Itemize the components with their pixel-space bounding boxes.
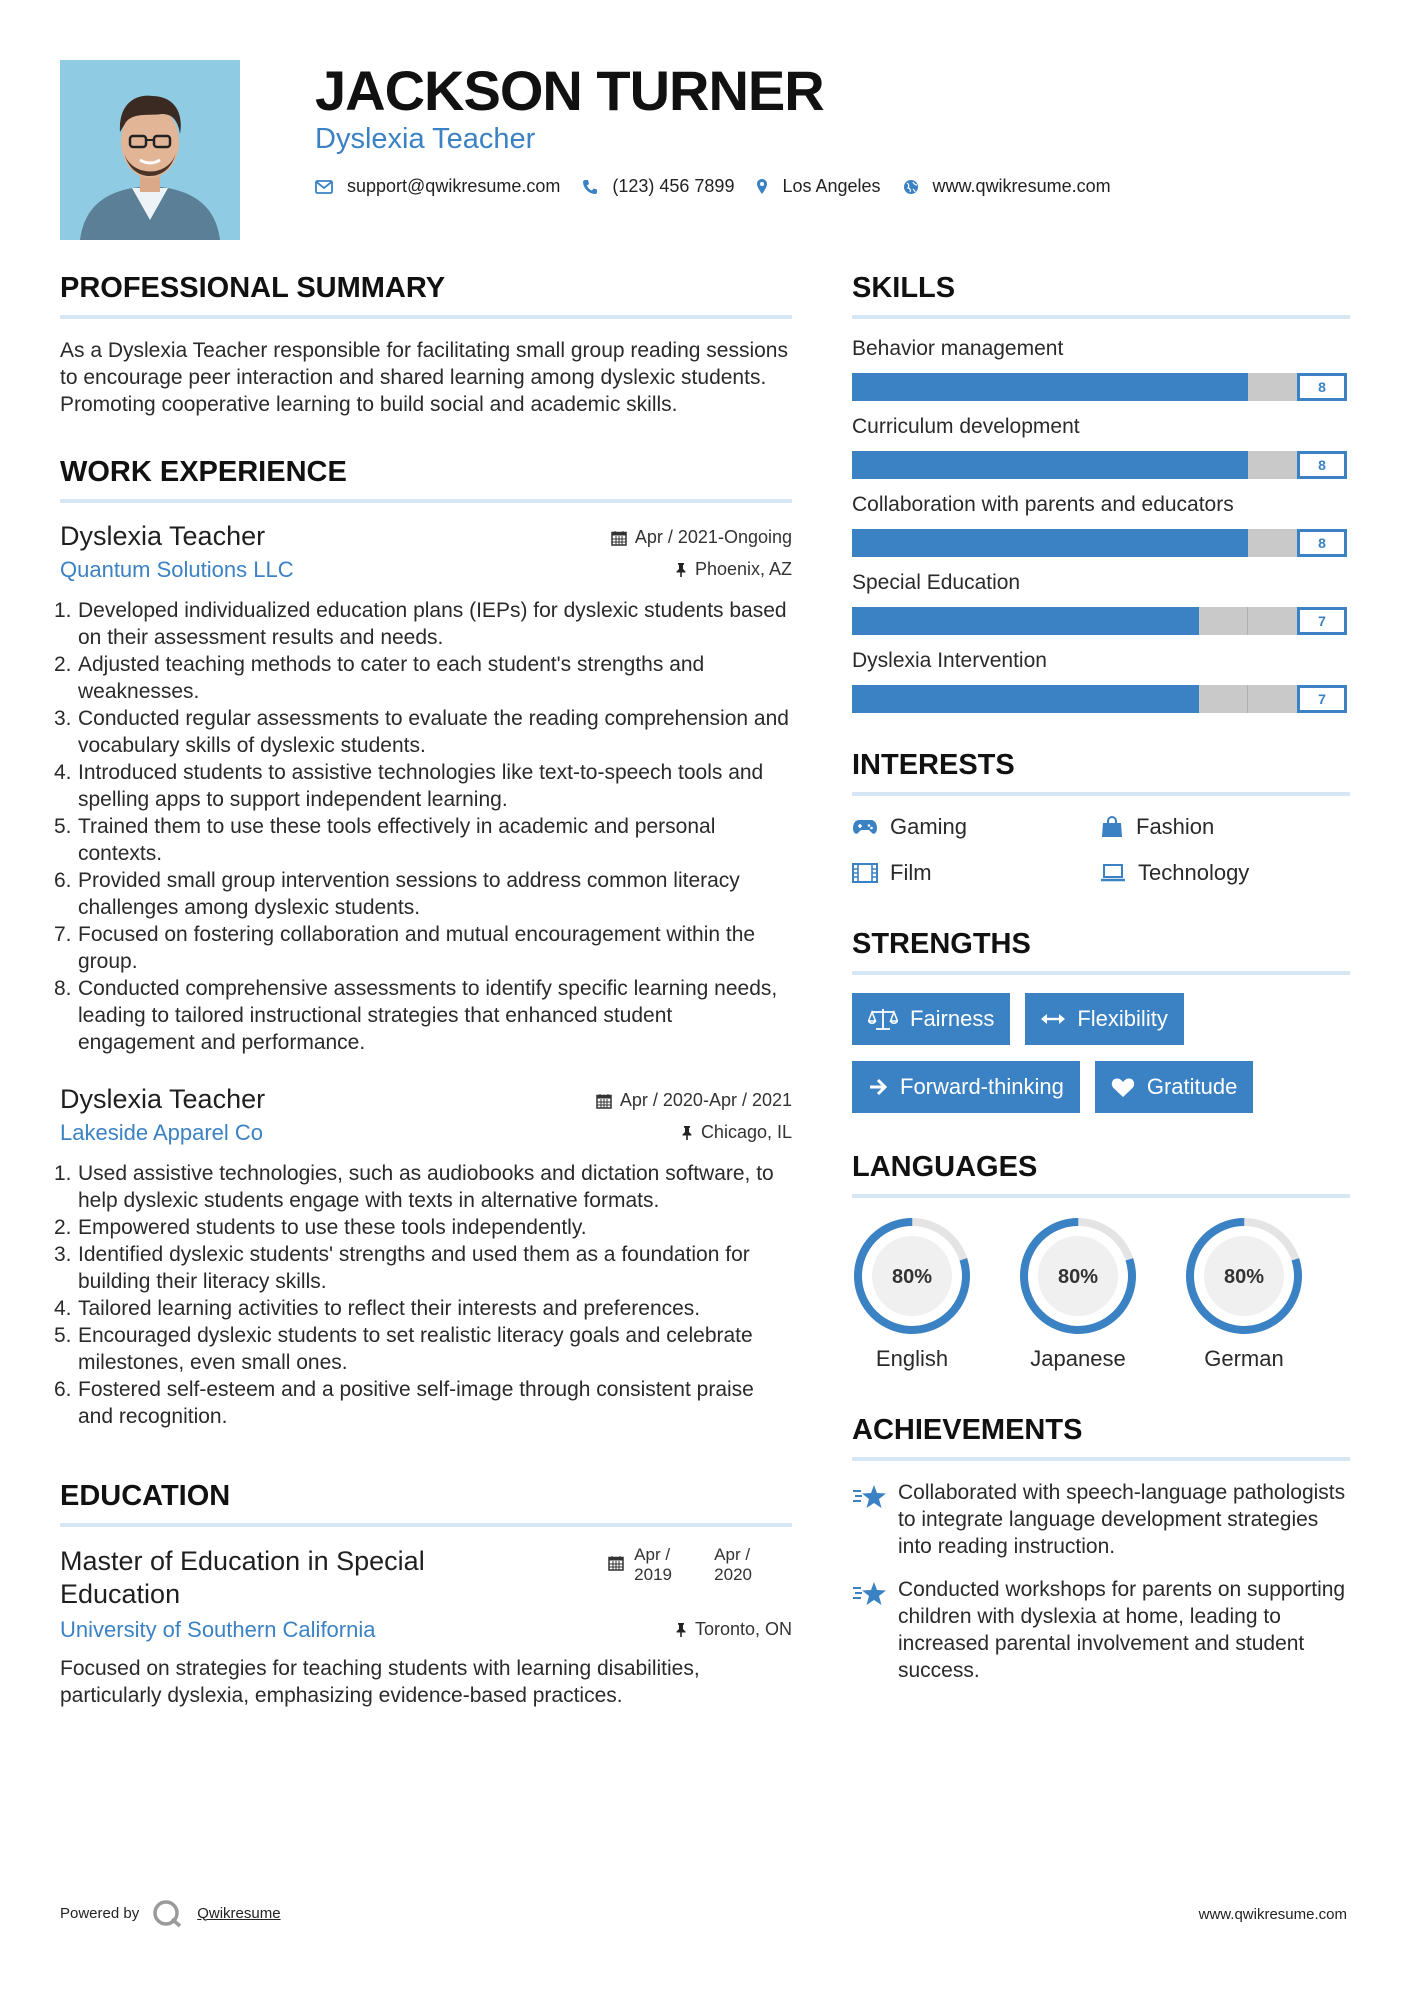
skill-level-badge: 8 (1297, 373, 1347, 401)
skill-bar-segment (1248, 607, 1298, 635)
job-company: Quantum Solutions LLC (60, 557, 294, 582)
list-item: 5. Encouraged dyslexic students to set realistic literacy goals and celebrate milestones, even small ones. (54, 1324, 753, 1374)
list-item: 2. Adjusted teaching methods to cater to each student's strengths and weaknesses. (54, 653, 705, 703)
job-bullets (54, 597, 792, 1056)
interest-label: Fashion (1136, 814, 1215, 839)
interests-heading: INTERESTS (852, 749, 1350, 796)
left-column (54, 272, 792, 1709)
experience-heading: WORK EXPERIENCE (60, 456, 792, 503)
language-item (1184, 1216, 1350, 1372)
skill-bar (852, 607, 1347, 635)
powered-by-text: Powered by (60, 1904, 140, 1922)
skill-name: Special Education (852, 571, 1021, 594)
skill-level-badge: 8 (1297, 451, 1347, 479)
strengths-heading: STRENGTHS (852, 928, 1350, 975)
skill-bar-fill (852, 373, 1248, 401)
contact-location-text: Los Angeles (782, 176, 881, 196)
list-item: 8. Conducted comprehensive assessments to identify specific learning needs, leading to tailored instructional strategies that enhanced student engagement and performance. (54, 977, 778, 1054)
calendar-icon (608, 1555, 624, 1571)
skill-item (852, 493, 1350, 557)
list-item: 6. Provided small group intervention sessions to address common literacy challenges among dyslexic students. (54, 869, 740, 919)
language-ring (1184, 1216, 1304, 1336)
skill-bar (852, 373, 1347, 401)
skill-name: Curriculum development (852, 415, 1080, 438)
calendar-icon (596, 1093, 612, 1109)
skill-level-badge: 7 (1297, 607, 1347, 635)
candidate-title: Dyslexia Teacher (315, 123, 536, 155)
list-item: 2. Empowered students to use these tools independently. (54, 1216, 587, 1239)
skill-bar-segment (1248, 685, 1298, 713)
skill-bar-segment (1199, 607, 1249, 635)
skill-bar-fill (852, 607, 1199, 635)
list-item: 1. Used assistive technologies, such as audiobooks and dictation software, to help dyslexic students engage with texts in alternative formats. (54, 1162, 774, 1212)
achievement-item (852, 1479, 1350, 1560)
qwikresume-link[interactable]: Qwikresume (197, 1904, 281, 1922)
thumbtack-icon (675, 1622, 687, 1638)
right-column (852, 272, 1350, 1700)
skill-bar-fill (852, 451, 1248, 479)
education-school: University of Southern California (60, 1617, 376, 1642)
skill-bar-segment (1248, 373, 1298, 401)
education-entry (60, 1545, 792, 1709)
language-item (1018, 1216, 1184, 1372)
map-pin-icon (756, 178, 768, 195)
language-name: English (875, 1346, 949, 1371)
education-heading: EDUCATION (60, 1480, 792, 1527)
interests-grid (852, 814, 1350, 886)
interest-label: Gaming (890, 814, 968, 839)
skill-name: Dyslexia Intervention (852, 649, 1047, 672)
contact-email[interactable] (315, 176, 560, 197)
language-name: German (1204, 1346, 1284, 1371)
contact-location (756, 176, 880, 197)
achievements-list (852, 1479, 1350, 1684)
strength-label: Fairness (910, 1006, 995, 1031)
skill-item (852, 649, 1350, 713)
job-dates-text: Apr / 2020-Apr / 2021 (619, 1090, 792, 1110)
skill-bar-segment (1248, 529, 1298, 557)
interest-label: Film (890, 860, 932, 885)
skill-bar (852, 685, 1347, 713)
contact-phone[interactable] (582, 176, 734, 197)
shooting-star-icon (852, 1483, 888, 1511)
envelope-icon (315, 180, 333, 194)
contact-website[interactable] (903, 176, 1111, 197)
interest-item (1100, 814, 1348, 840)
strength-label: Flexibility (1077, 1006, 1168, 1031)
strength-tag (1025, 993, 1183, 1045)
skill-bar-fill (852, 529, 1248, 557)
arrow-right-icon (868, 1077, 888, 1097)
job-entry-1 (54, 521, 792, 1056)
list-item: 3. Conducted regular assessments to evaluate the reading comprehension and vocabulary skills of dyslexic students. (54, 707, 789, 757)
strength-tag (1095, 1061, 1254, 1113)
candidate-name: JACKSON TURNER (315, 59, 824, 122)
summary-text: As a Dyslexia Teacher responsible for facilitating small group reading sessions to encourage peer interaction and shared learning among dyslexic students. Promoting cooperative learning to build social and academic skills. (60, 339, 788, 416)
film-icon (852, 863, 878, 883)
list-item: 4. Introduced students to assistive technologies like text-to-speech tools and spelling apps to support independent learning. (54, 761, 764, 811)
skill-bar (852, 451, 1347, 479)
skills-heading: SKILLS (852, 272, 1350, 319)
language-item (852, 1216, 1018, 1372)
job-role: Dyslexia Teacher (60, 521, 266, 551)
job-location-text: Chicago, IL (700, 1122, 792, 1142)
skill-name: Collaboration with parents and educators (852, 493, 1234, 516)
skill-item (852, 415, 1350, 479)
interest-item (852, 814, 1100, 840)
language-percent-label: 80% (1223, 1266, 1265, 1288)
job-location-text: Phoenix, AZ (694, 559, 792, 579)
thumbtack-icon (675, 562, 687, 578)
summary-heading: PROFESSIONAL SUMMARY (60, 272, 792, 319)
balance-scale-icon (868, 1007, 898, 1031)
list-item: 7. Focused on fostering collaboration and mutual encouragement within the group. (54, 923, 756, 973)
job-bullets (54, 1160, 792, 1430)
skill-level-badge: 8 (1297, 529, 1347, 557)
laptop-icon (1100, 864, 1126, 882)
education-degree: Master of Education in Special Education (60, 1546, 425, 1609)
contact-phone-text: (123) 456 7899 (612, 176, 735, 196)
skill-name: Behavior management (852, 337, 1064, 360)
contact-email-text: support@qwikresume.com (347, 176, 561, 196)
list-item: 1. Developed individualized education plans (IEPs) for dyslexic students based on their assessment results and needs. (54, 599, 787, 649)
language-percent-label: 80% (891, 1266, 933, 1288)
strength-label: Forward-thinking (900, 1074, 1064, 1099)
interest-label: Technology (1138, 860, 1250, 885)
list-item: 6. Fostered self-esteem and a positive self-image through consistent praise and recognition. (54, 1378, 754, 1428)
thumbtack-icon (681, 1125, 693, 1141)
strength-tag (852, 1061, 1080, 1113)
calendar-icon (611, 530, 627, 546)
globe-icon (903, 179, 919, 195)
achievements-heading: ACHIEVEMENTS (852, 1414, 1350, 1461)
skill-bar-segment (1248, 451, 1298, 479)
skill-bar (852, 529, 1347, 557)
footer-powered-by (60, 1898, 281, 1928)
job-role: Dyslexia Teacher (60, 1084, 266, 1114)
job-company: Lakeside Apparel Co (60, 1120, 264, 1145)
achievement-item (852, 1576, 1350, 1684)
education-location (675, 1619, 792, 1640)
skills-list (852, 337, 1350, 713)
shooting-star-icon (852, 1580, 888, 1608)
heart-icon (1111, 1077, 1135, 1098)
strength-label: Gratitude (1146, 1074, 1238, 1099)
languages-heading: LANGUAGES (852, 1151, 1350, 1198)
arrows-horizontal-icon (1041, 1012, 1065, 1026)
languages-list (852, 1216, 1350, 1372)
language-percent-label: 80% (1057, 1266, 1099, 1288)
job-dates-text: Apr / 2021-Ongoing (634, 527, 792, 547)
achievement-text: Collaborated with speech-language pathologists to integrate language development strategies into reading instruction. (898, 1481, 1346, 1558)
interest-item (852, 860, 1100, 886)
shopping-bag-icon (1100, 816, 1124, 838)
profile-photo (60, 60, 240, 240)
achievement-text: Conducted workshops for parents on supporting children with dyslexia at home, leading to increased parental involvement and student success. (898, 1578, 1346, 1682)
strengths-list (852, 993, 1350, 1113)
skill-level-badge: 7 (1297, 685, 1347, 713)
language-name: Japanese (1030, 1346, 1126, 1371)
job-dates (596, 1090, 792, 1111)
skill-item (852, 571, 1350, 635)
qwikresume-logo-icon (151, 1898, 185, 1928)
skill-bar-fill (852, 685, 1199, 713)
avatar-illustration (60, 60, 240, 240)
strength-tag (852, 993, 1010, 1045)
language-ring (1018, 1216, 1138, 1336)
phone-icon (582, 179, 598, 195)
contact-bar (315, 176, 1133, 197)
job-dates (611, 527, 792, 548)
list-item: 3. Identified dyslexic students' strengths and used them as a foundation for building their literacy skills. (54, 1243, 750, 1293)
job-location (681, 1122, 792, 1143)
job-entry-2 (54, 1084, 792, 1430)
education-location-text: Toronto, ON (694, 1619, 792, 1639)
education-end: Apr / 2020 (714, 1545, 752, 1584)
skill-bar-segment (1199, 685, 1249, 713)
list-item: 4. Tailored learning activities to reflect their interests and preferences. (54, 1297, 701, 1320)
education-start: Apr / 2019 (634, 1545, 672, 1584)
footer-website[interactable]: www.qwikresume.com (1198, 1906, 1347, 1923)
list-item: 5. Trained them to use these tools effectively in academic and personal contexts. (54, 815, 716, 865)
contact-website-text: www.qwikresume.com (932, 176, 1111, 196)
gamepad-icon (852, 818, 878, 836)
interest-item (1100, 860, 1348, 886)
education-description: Focused on strategies for teaching students with learning disabilities, particularly dyslexia, emphasizing evidence-based practices. (60, 1657, 700, 1707)
education-dates (608, 1545, 752, 1585)
skill-item (852, 337, 1350, 401)
language-ring (852, 1216, 972, 1336)
job-location (675, 559, 792, 580)
